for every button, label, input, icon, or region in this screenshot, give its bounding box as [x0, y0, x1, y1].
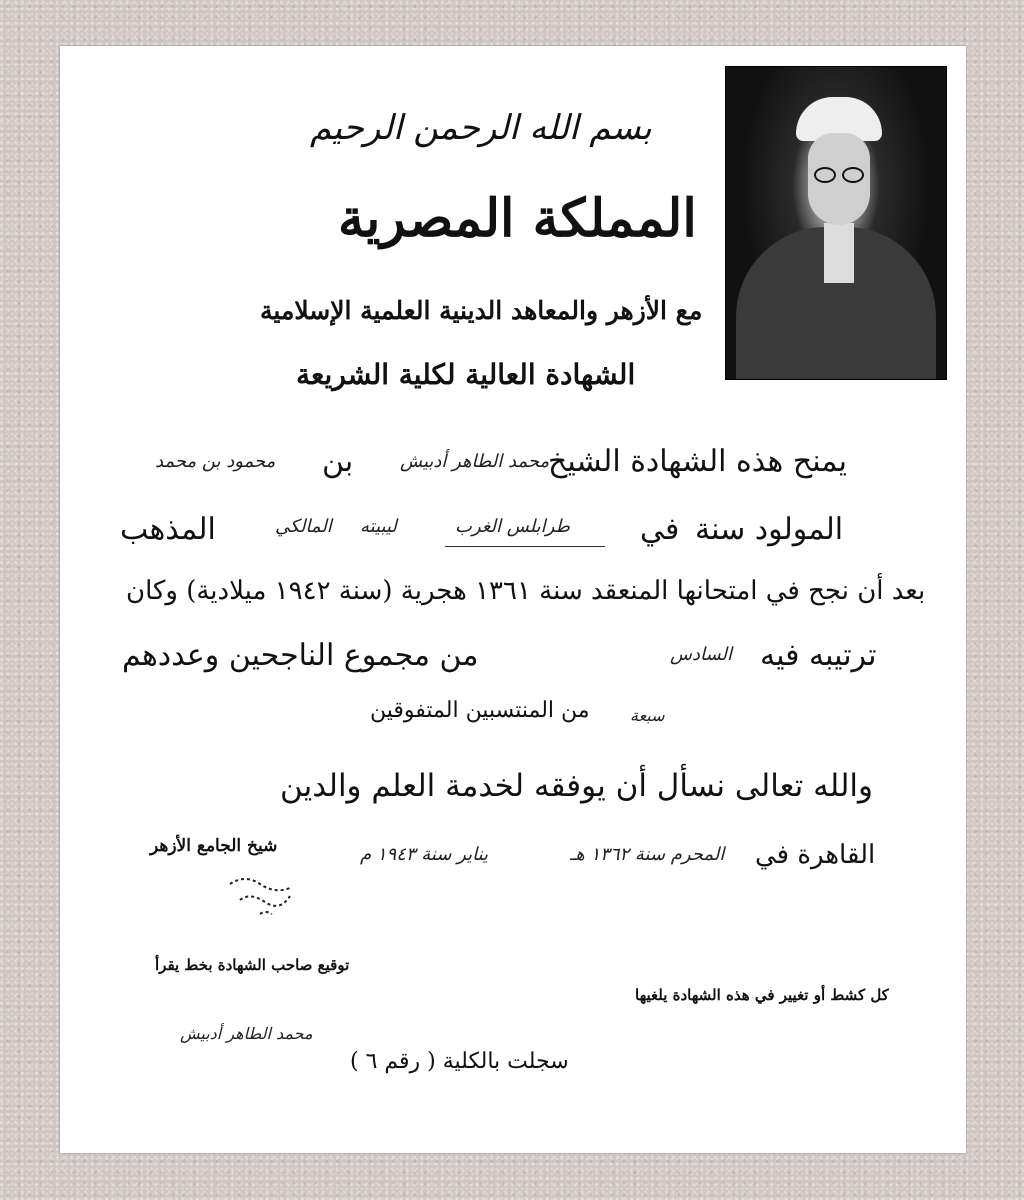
nationality: ليبيته: [360, 516, 397, 537]
birth-place: طرابلس الغرب: [455, 516, 570, 537]
line1-ibn: بن: [322, 444, 354, 479]
place-underline: [445, 546, 605, 547]
photo-collar: [824, 223, 854, 283]
holder-signature: محمد الطاهر أدبيش: [180, 1024, 313, 1043]
line2-in: في: [640, 512, 680, 547]
blessing-line: والله تعالى نسأل أن يوفقه لخدمة العلم والدين: [280, 768, 873, 804]
photo-glasses-left: [814, 167, 836, 183]
photo-glasses-right: [842, 167, 864, 183]
alteration-warning: كل كشط أو تغيير في هذه الشهادة يلغيها: [635, 986, 889, 1004]
holder-signature-label: توقيع صاحب الشهادة بخط يقرأ: [155, 956, 350, 974]
certificate-title: الشهادة العالية لكلية الشريعة: [296, 358, 636, 391]
father-name: محمود بن محمد: [155, 451, 276, 472]
kingdom-title: المملكة المصرية: [338, 188, 697, 249]
gregorian-date: يناير سنة ١٩٤٣ م: [360, 844, 489, 865]
basmala: بسم الله الرحمن الرحيم: [310, 108, 652, 148]
shaykh-title: شيخ الجامع الأزهر: [150, 836, 278, 856]
holder-photo: [725, 66, 947, 380]
line4-total-label: من مجموع الناجحين وعددهم: [122, 638, 479, 673]
registry-number: سجلت بالكلية ( رقم ٦ ): [350, 1049, 569, 1074]
graduates-count: سبعة: [630, 706, 665, 725]
line1-printed: يمنح هذه الشهادة الشيخ: [548, 444, 847, 479]
hijri-date: المحرم سنة ١٣٦٢ هـ: [570, 844, 725, 865]
holder-name: محمد الطاهر أدبيش: [400, 451, 550, 472]
madhhab-label: المذهب: [120, 512, 216, 547]
shaykh-signature: [220, 864, 310, 924]
place-label: القاهرة في: [755, 840, 876, 870]
exam-line: بعد أن نجح في امتحانها المنعقد سنة ١٣٦١ هجرية (سنة ١٩٤٢ ميلادية) وكان: [126, 576, 926, 606]
line5-from: من المنتسبين المتفوقين: [370, 698, 590, 723]
certificate-paper: [60, 46, 966, 1153]
line4-rank-label: ترتيبه فيه: [760, 638, 877, 673]
line2-born: المولود سنة: [695, 512, 844, 547]
institution-line: مع الأزهر والمعاهد الدينية العلمية الإسلامية: [260, 296, 703, 325]
rank-value: السادس: [670, 644, 733, 665]
madhhab-value: المالكي: [275, 516, 332, 537]
